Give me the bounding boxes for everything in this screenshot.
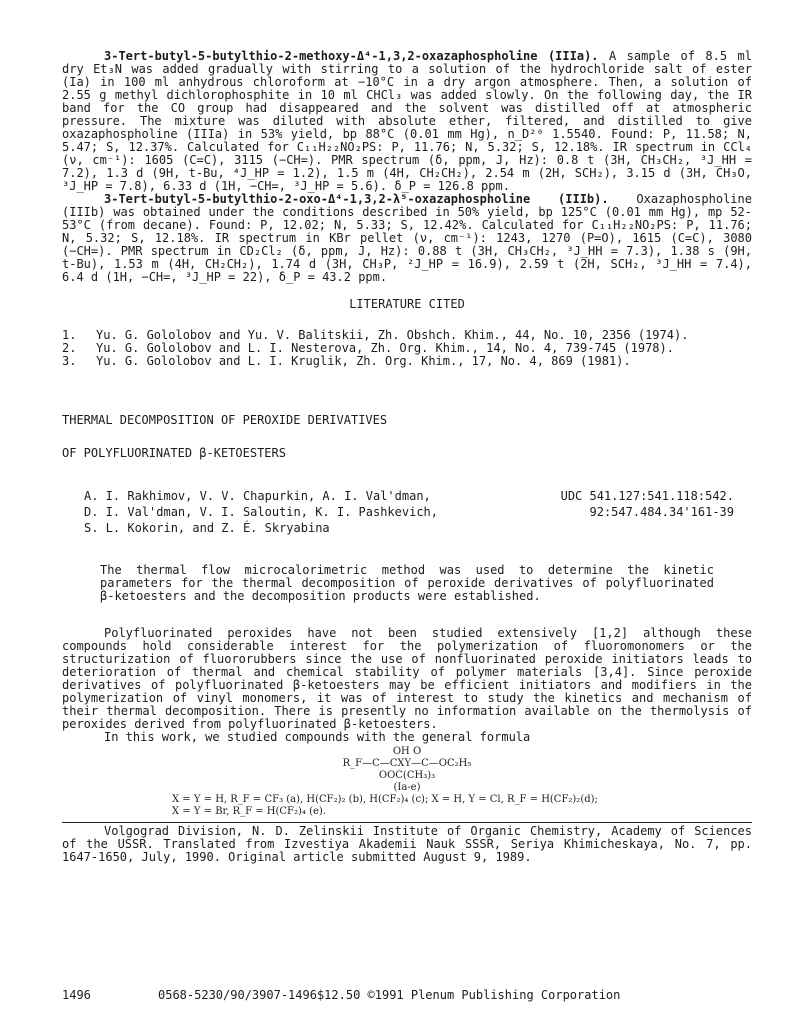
compound-b-text: Oxazaphospholine (IIIb) was obtained under the conditions described in 50% yield, bp 125°C (0.01 mm Hg), mp 52-53°C (from decane). Found: P, 12.02; N, 5.33; S, 12.42%. Calculated for C₁₁H₂₂NO₂PS: P, 11.76; N, 5.32; S, 12.18%. IR spectrum in KBr pellet (ν, cm⁻¹): 1243, 1270 (P=O), 1615 (C=C), 3080 (−CH=). PMR spectrum in CD₂Cl₂ (δ, ppm, J, Hz): 0.88 t (3H, CH₃CH₂, ³J_HH = 7.3), 1.38 s (9H, t-Bu), 1.53 m (4H, CH₂CH₂), 1.74 d (3H, CH₃P, ²J_HP = 16.9), 2.59 t (2H, SCH₂, ³J_HH = 7.4), 6.4 d (1H, −CH=, ³J_HP = 22), δ_P = 43.2 ppm. bbox=[62, 192, 752, 284]
formula-line: OOC(CH₃)₃ bbox=[378, 770, 436, 781]
formula-intro: In this work, we studied compounds with the general formula bbox=[104, 730, 531, 744]
reference-number: 3. bbox=[62, 354, 77, 368]
reference-text: Yu. G. Gololobov and L. I. Nesterova, Zh. Org. Khim., 14, No. 4, 739-745 (1978). bbox=[96, 341, 674, 355]
compound-b-title: 3-Tert-butyl-5-butylthio-2-oxo-Δ⁴-1,3,2-λ⁵-oxazaphospholine (IIIb). bbox=[104, 192, 609, 206]
compound-b-paragraph bbox=[62, 193, 752, 284]
reference-item bbox=[62, 355, 752, 368]
reference-text: Yu. G. Gololobov and L. I. Kruglik, Zh. Org. Khim., 17, No. 4, 869 (1981). bbox=[96, 354, 631, 368]
intro-paragraph: Polyfluorinated peroxides have not been studied extensively [1,2] although these compounds hold considerable interest for the polymerization of fluoromonomers or the structurization of fluororubbers since the use of nonfluorinated peroxide initiators leads to deterioration of thermal and chemical stability of polymer materials [3,4]. Since peroxide derivatives of polyfluorinated β-ketoesters may be efficient initiators and modifiers in the polymerization of vinyl monomers, it was of interest to study the kinetics and mechanism of their thermal decomposition. There is presently no information available on the thermolysis of peroxides derived from polyfluorinated β-ketoesters. bbox=[62, 626, 752, 731]
compound-a-text: A sample of 8.5 ml dry Et₃N was added gradually with stirring to a solution of the hydrochloride salt of ester (Ia) in 100 ml anhydrous chloroform at −10°C in a dry argon atmosphere. Then, a solution of 2.55 g methyl dichlorophosphite in 10 ml CHCl₃ was added slowly. On the following day, the IR band for the CO group had disappeared and the solvent was distilled off at atmospheric pressure. The mixture was diluted with absolute ether, filtered, and distilled to give oxazaphospholine (IIIa) in 53% yield, bp 88°C (0.01 mm Hg), n_D²⁰ 1.5540. Found: P, 11.58; N, 5.47; S, 12.37%. Calculated for C₁₁H₂₂NO₂PS: P, 11.76; N, 5.32; S, 12.18%. IR spectrum in CCl₄ (ν, cm⁻¹): 1605 (C=C), 3115 (−CH=). PMR spectrum (δ, ppm, J, Hz): 0.8 t (3H, CH₃CH₂, ³J_HH = 7.2), 1.3 d (9H, t-Bu, ⁴J_HP = 1.2), 1.5 m (4H, CH₂CH₂), 2.54 m (2H, SCH₂), 3.15 d (3H, CH₃O, ³J_HP = 7.8), 6.33 d (1H, −CH=, ³J_HP = 5.6). δ_P = 126.8 ppm. bbox=[62, 49, 752, 193]
formula-line: OH O bbox=[392, 746, 422, 757]
footnote-divider bbox=[62, 822, 752, 823]
authors-line: A. I. Rakhimov, V. V. Chapurkin, A. I. Val'dman, bbox=[84, 489, 431, 503]
page bbox=[62, 50, 752, 864]
reference-number: 1. bbox=[62, 328, 77, 342]
formula-definition: X = Y = Br, R_F = H(CF₂)₄ (e). bbox=[172, 806, 326, 817]
authors-line: S. L. Kokorin, and Z. É. Skryabina bbox=[84, 521, 330, 535]
general-formula bbox=[62, 746, 752, 818]
copyright-line: 0568-5230/90/3907-1496$12.50 ©1991 Plenum Publishing Corporation bbox=[158, 988, 621, 1002]
article-title-line-1: THERMAL DECOMPOSITION OF PEROXIDE DERIVATIVES bbox=[62, 413, 388, 427]
authors-line: D. I. Val'dman, V. I. Saloutin, K. I. Pashkevich, bbox=[84, 505, 439, 519]
page-number: 1496 bbox=[62, 988, 91, 1002]
reference-text: Yu. G. Gololobov and Yu. V. Balitskii, Zh. Obshch. Khim., 44, No. 10, 2356 (1974). bbox=[96, 328, 689, 342]
compound-a-paragraph bbox=[62, 50, 752, 193]
reference-number: 2. bbox=[62, 341, 77, 355]
compound-a-title: 3-Tert-butyl-5-butylthio-2-methoxy-Δ⁴-1,3,2-oxazaphospholine (IIIa). bbox=[104, 49, 599, 63]
literature-heading: LITERATURE CITED bbox=[349, 297, 465, 311]
formula-line: (Ia-e) bbox=[393, 782, 421, 793]
udc-line: 92:547.484.34'161-39 bbox=[589, 505, 734, 519]
abstract: The thermal flow microcalorimetric method was used to determine the kinetic parameters for the thermal decomposition of peroxide derivatives of polyfluorinated β-ketoesters and the decomposition products were established. bbox=[100, 563, 714, 603]
udc-line: UDC 541.127:541.118:542. bbox=[560, 489, 734, 503]
formula-line: R_F—C—CXY—C—OC₂H₅ bbox=[342, 758, 472, 769]
udc-code bbox=[561, 488, 734, 520]
footnote: Volgograd Division, N. D. Zelinskii Institute of Organic Chemistry, Academy of Sciences of the USSR. Translated from Izvestiya Akademii Nauk SSSR, Seriya Khimicheskaya, No. 7, pp. 1647-1650, July, 1990. Original article submitted August 9, 1989. bbox=[62, 824, 752, 864]
reference-list bbox=[62, 329, 752, 368]
article-title-line-2: OF POLYFLUORINATED β-KETOESTERS bbox=[62, 446, 286, 460]
authors-block bbox=[62, 488, 752, 536]
authors bbox=[84, 488, 438, 536]
formula-definition: X = Y = H, R_F = CF₃ (a), H(CF₂)₂ (b), H(CF₂)₄ (c); X = H, Y = Cl, R_F = H(CF₂)₂(d); bbox=[172, 794, 598, 805]
